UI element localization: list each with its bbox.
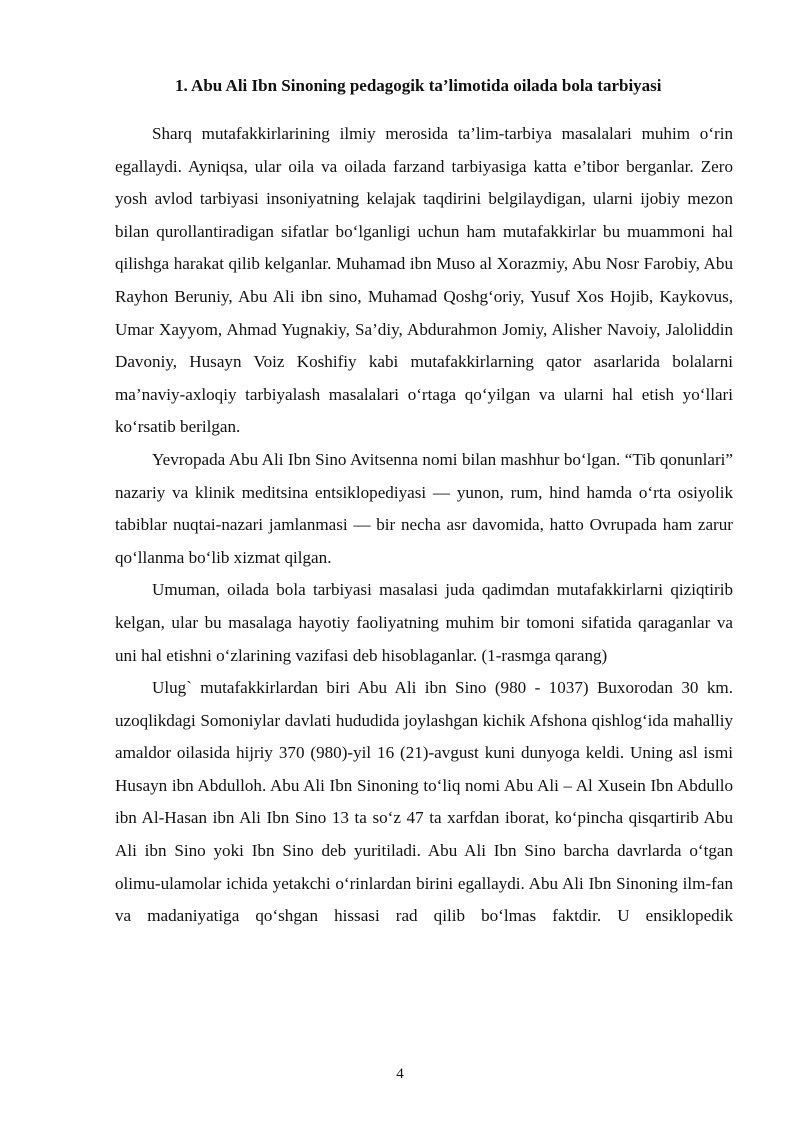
paragraph-4: Ulug` mutafakkirlardan biri Abu Ali ibn Sino (980 - 1037) Buxorodan 30 km. uzoqlikdagi Somoniylar davlati hududida joylashgan kichik Afshona qishlog‘ida mahalliy amaldor oilasida hijriy 370 (980)-yil 16 (21)-avgust kuni dunyoga keldi. Uning asl ismi Husayn ibn Abdulloh. Abu Ali Ibn Sinoning to‘liq nomi Abu Ali – Al Xusein Ibn Abdullo ibn Al-Hasan ibn Ali Ibn Sino 13 ta so‘z 47 ta xarfdan iborat, ko‘pincha qisqartirib Abu Ali ibn Sino yoki Ibn Sino deb yuritiladi. Abu Ali Ibn Sino barcha davrlarda o‘tgan olimu-ulamolar ichida yetakchi o‘rinlardan birini egallaydi. Abu Ali Ibn Sinoning ilm-fan va madaniyatiga qo‘shgan hissasi rad qilib bo‘lmas faktdir. U ensiklopedik [115,678,733,926]
body-text [115,118,733,933]
page-number: 4 [396,1066,404,1082]
section-heading: 1. Abu Ali Ibn Sinoning pedagogik ta’limotida oilada bola tarbiyasi [175,76,662,95]
paragraph-2: Yevropada Abu Ali Ibn Sino Avitsenna nomi bilan mashhur bo‘lgan. “Tib qonunlari” nazariy va klinik meditsina entsiklopediyasi — yunon, rum, hind hamda o‘rta osiyolik tabiblar nuqtai-nazari jamlanmasi — bir necha asr davomida, hatto Ovrupada ham zarur qo‘llanma bo‘lib xizmat qilgan. [115,449,733,567]
paragraph-3: Umuman, oilada bola tarbiyasi masalasi juda qadimdan mutafakkirlarni qiziqtirib kelgan, ular bu masalaga hayotiy faoliyatning muhim bir tomoni sifatida qaraganlar va uni hal etishni o‘zlarining vazifasi deb hisoblaganlar. (1-rasmga qarang) [115,580,733,665]
paragraph-1: Sharq mutafakkirlarining ilmiy merosida ta’lim-tarbiya masalalari muhim o‘rin egallaydi. Ayniqsa, ular oila va oilada farzand tarbiyasiga katta e’tibor berganlar. Zero yosh avlod tarbiyasi insoniyatning kelajak taqdirini belgilaydigan, ularni ijobiy mezon bilan qurollantiradigan sifatlar bo‘lganligi uchun ham mutafakkirlar bu muammoni hal qilishga harakat qilib kelganlar. Muhamad ibn Muso al Xorazmiy, Abu Nosr Farobiy, Abu Rayhon Beruniy, Abu Ali ibn sino, Muhamad Qoshg‘oriy, Yusuf Xos Hojib, Kaykovus, Umar Xayyom, Ahmad Yugnakiy, Sa’diy, Abdurahmon Jomiy, Alisher Navoiy, Jaloliddin Davoniy, Husayn Voiz Koshifiy kabi mutafakkirlarning qator asarlarida bolalarni ma’naviy-axloqiy tarbiyalash masalalari o‘rtaga qo‘yilgan va ularni hal etish yo‘llari ko‘rsatib berilgan. [115,124,733,437]
